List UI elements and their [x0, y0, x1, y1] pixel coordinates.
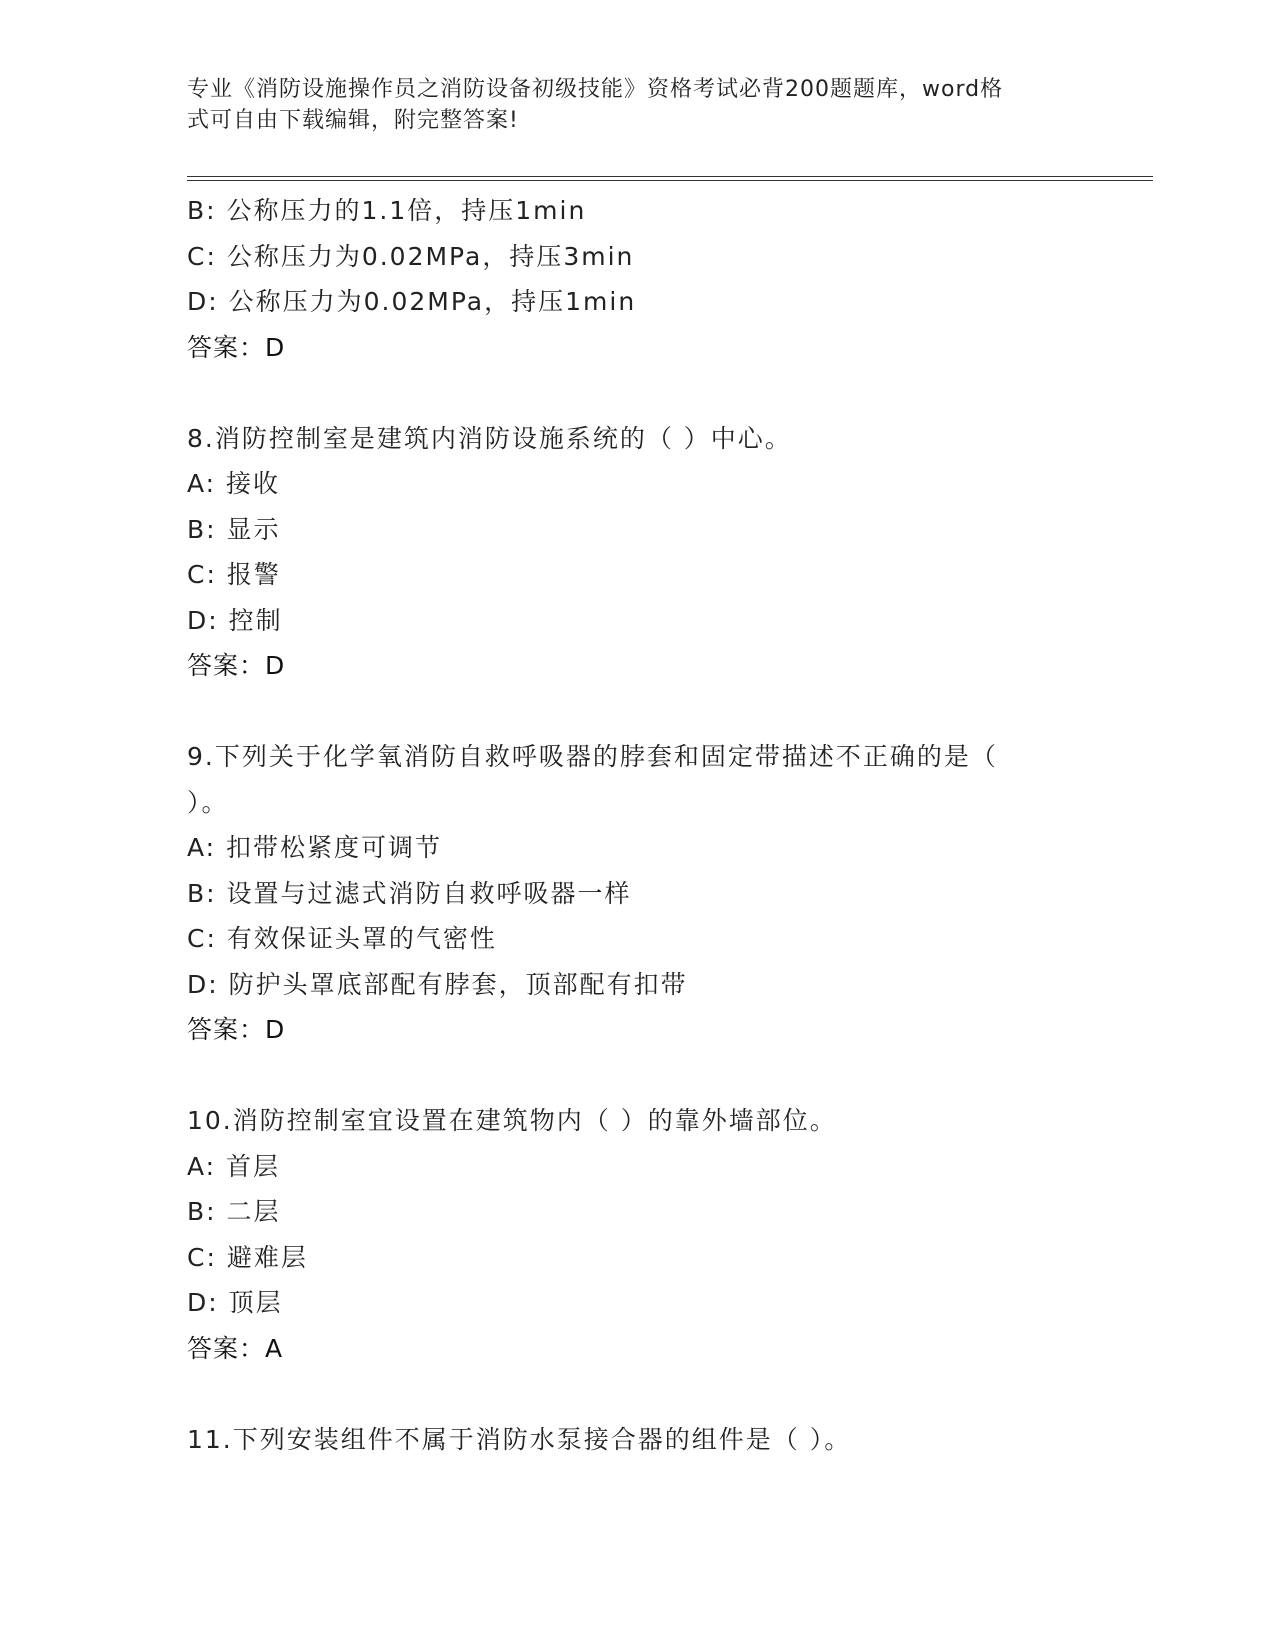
spacer: [187, 370, 1087, 416]
q8-option-d: D: 控制: [187, 605, 283, 635]
q10-stem: 10.消防控制室宜设置在建筑物内（ ）的靠外墙部位。: [187, 1106, 837, 1135]
spacer: [187, 1371, 1087, 1417]
q8-answer: 答案：D: [187, 651, 286, 680]
question-9: [187, 734, 1087, 1053]
q10-option-c: C: 避难层: [187, 1242, 308, 1272]
q9-option-c: C: 有效保证头罩的气密性: [187, 924, 497, 953]
q8-option-a: A: 接收: [187, 469, 281, 498]
question-7: [187, 188, 1087, 370]
document-header: [187, 74, 1067, 136]
q9-stem-line-1: 9.下列关于化学氧消防自救呼吸器的脖套和固定带描述不正确的是（: [187, 742, 998, 771]
question-11: [187, 1417, 1087, 1463]
q7-option-d: D: 公称压力为0.02MPa，持压1min: [187, 287, 637, 316]
q9-answer: 答案：D: [187, 1015, 286, 1044]
header-divider: [187, 176, 1153, 181]
spacer: [187, 689, 1087, 735]
q9-option-a: A: 扣带松紧度可调节: [187, 833, 443, 862]
question-list: [187, 188, 1087, 1462]
q10-answer: 答案：A: [187, 1333, 284, 1363]
q8-option-b: B: 显示: [187, 514, 281, 544]
question-8: [187, 416, 1087, 689]
header-line-1: 专业《消防设施操作员之消防设备初级技能》资格考试必背200题题库，word格: [187, 77, 1004, 102]
q10-option-a: A: 首层: [187, 1151, 281, 1181]
q7-option-c: C: 公称压力为0.02MPa，持压3min: [187, 241, 635, 271]
spacer: [187, 1053, 1087, 1099]
q10-option-b: B: 二层: [187, 1197, 281, 1226]
q8-stem: 8.消防控制室是建筑内消防设施系统的（ ）中心。: [187, 423, 792, 453]
q10-option-d: D: 顶层: [187, 1288, 283, 1317]
q7-answer: 答案：D: [187, 332, 286, 362]
question-10: [187, 1098, 1087, 1371]
q9-option-b: B: 设置与过滤式消防自救呼吸器一样: [187, 878, 632, 908]
q11-stem: 11.下列安装组件不属于消防水泵接合器的组件是（ ）。: [187, 1424, 852, 1454]
q9-option-d: D: 防护头罩底部配有脖套，顶部配有扣带: [187, 969, 688, 999]
header-line-2: 式可自由下载编辑，附完整答案!: [187, 108, 519, 133]
q9-stem-line-2: ）。: [187, 787, 229, 817]
q7-option-b: B: 公称压力的1.1倍，持压1min: [187, 196, 587, 225]
q8-option-c: C: 报警: [187, 560, 281, 589]
